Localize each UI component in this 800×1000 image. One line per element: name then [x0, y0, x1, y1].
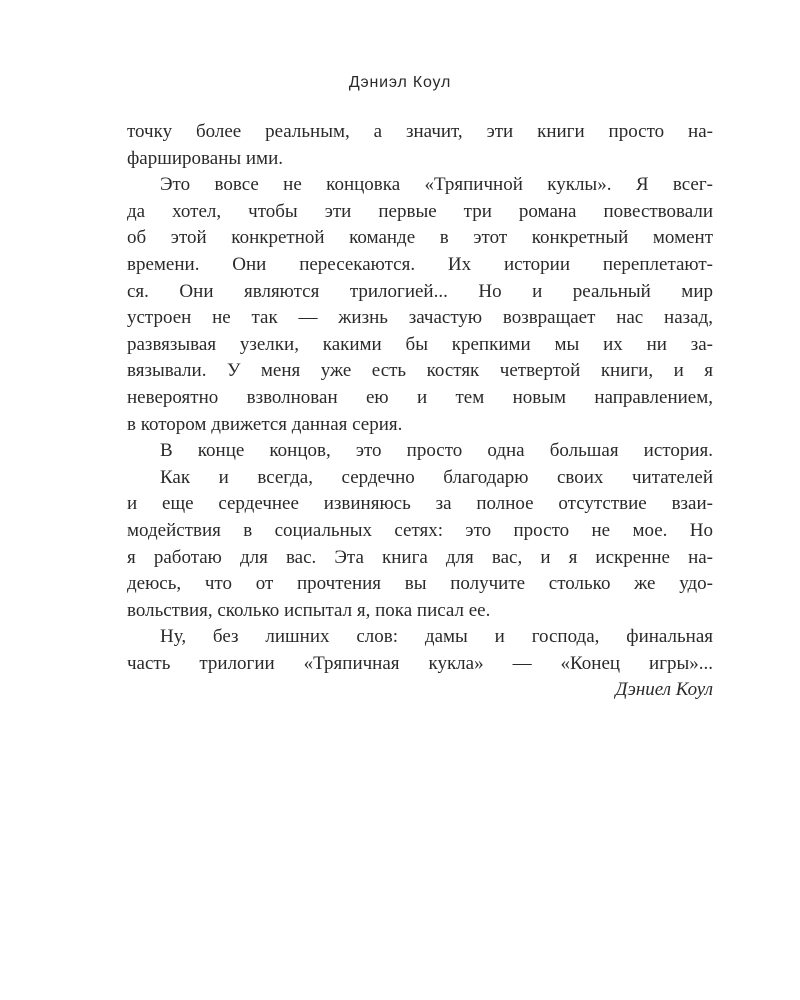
text-line: вязывали. У меня уже есть костяк четвертой книги, и я	[127, 360, 713, 382]
text-line: часть трилогии «Тряпичная кукла» — «Конец игры»...	[127, 652, 713, 674]
text-line: деюсь, что от прочтения вы получите столько же удо-	[127, 573, 713, 595]
text-line: невероятно взволнован ею и тем новым направлением,	[127, 386, 713, 408]
running-head-author: Дэниэл Коул	[348, 74, 452, 91]
body-text	[127, 119, 713, 704]
author-signature: Дэниел Коул	[615, 679, 713, 701]
text-line: в котором движется данная серия.	[127, 413, 403, 435]
text-line: точку более реальным, а значит, эти книги просто на-	[127, 121, 713, 142]
text-line: я работаю для вас. Эта книга для вас, и я искренне на-	[127, 546, 713, 568]
text-line: Как и всегда, сердечно благодарю своих читателей	[160, 466, 713, 488]
text-line: да хотел, чтобы эти первые три романа повествовали	[127, 200, 713, 222]
text-line: Ну, без лишних слов: дамы и господа, финальная	[160, 626, 713, 648]
text-line: устроен не так — жизнь зачастую возвращает нас назад,	[127, 307, 713, 329]
text-line: времени. Они пересекаются. Их истории переплетают-	[127, 253, 713, 275]
text-line: В конце концов, это просто одна большая история.	[160, 440, 713, 462]
text-line: фаршированы ими.	[127, 147, 283, 169]
text-line: Это вовсе не концовка «Тряпичной куклы». Я всег-	[160, 174, 713, 196]
text-line: развязывая узелки, какими бы крепкими мы их ни за-	[127, 333, 713, 355]
text-line: ся. Они являются трилогией... Но и реальный мир	[127, 280, 713, 302]
text-line: модействия в социальных сетях: это просто не мое. Но	[127, 519, 713, 541]
text-line: об этой конкретной команде в этот конкретный момент	[127, 227, 713, 249]
text-line: и еще сердечнее извиняюсь за полное отсутствие взаи-	[127, 493, 713, 515]
text-line: вольствия, сколько испытал я, пока писал ее.	[127, 599, 491, 621]
